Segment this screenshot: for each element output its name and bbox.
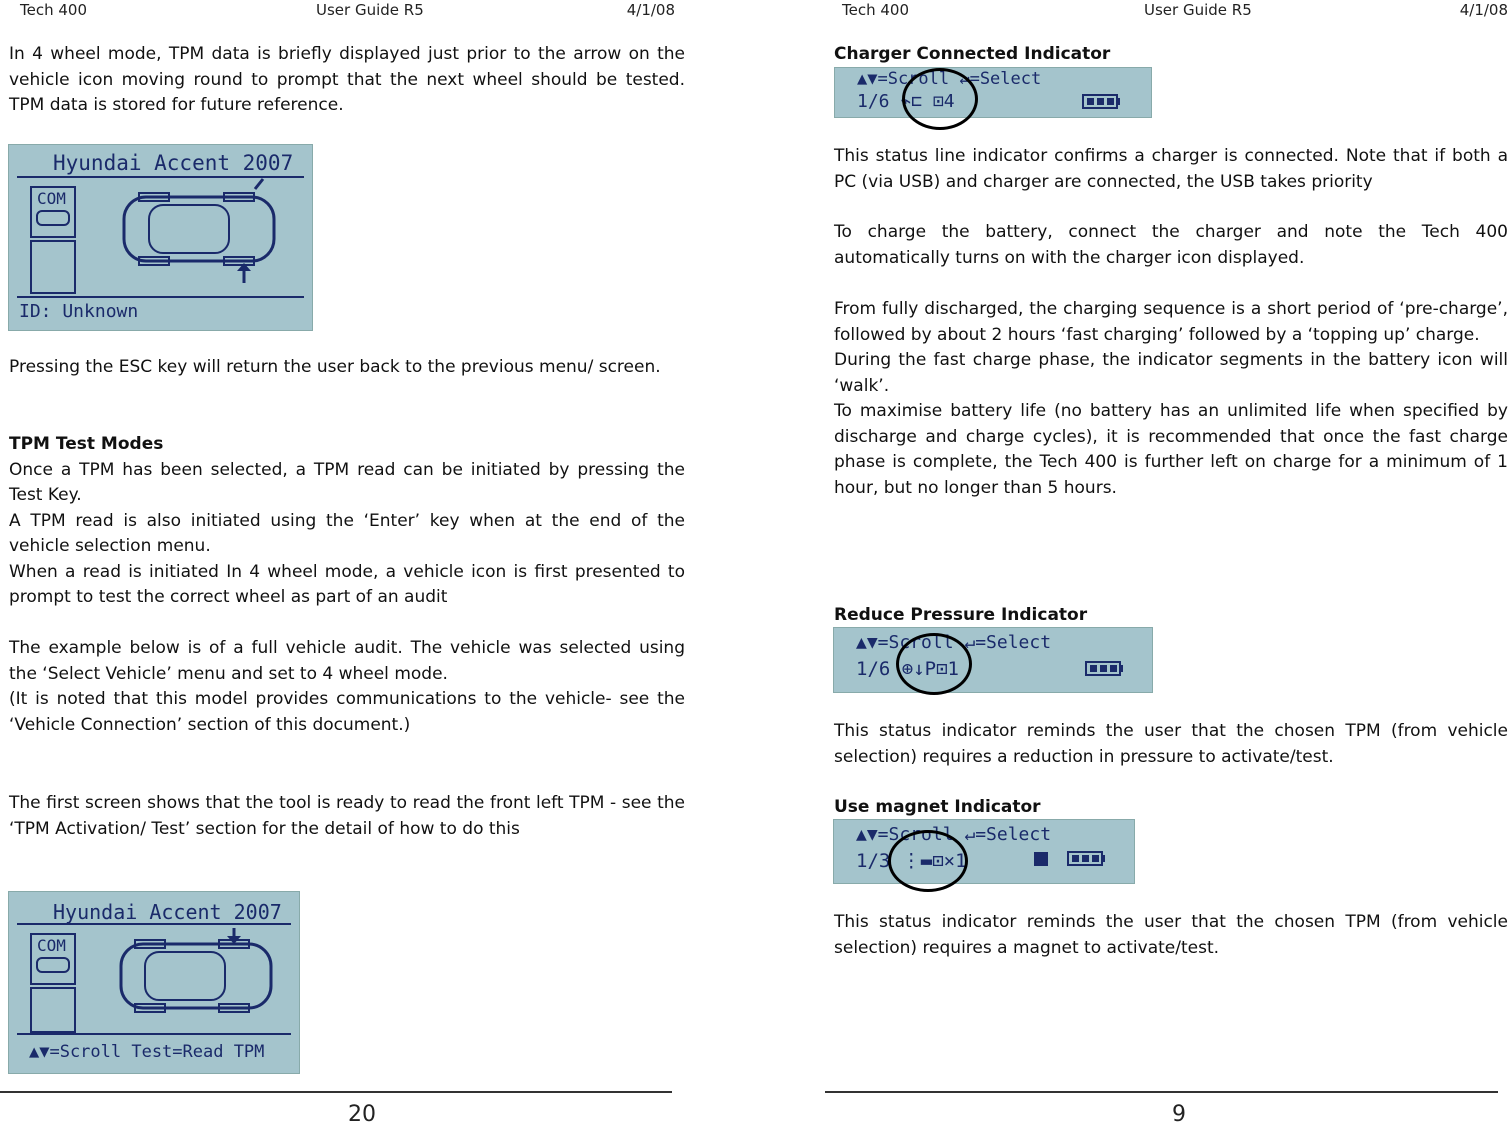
header-product: Tech 400 — [20, 1, 87, 19]
screen-footer: ▲▼=Scroll Test=Read TPM — [29, 1042, 265, 1062]
highlight-circle — [902, 68, 978, 130]
lcd-row-1: ▲▼=Scroll ↵=Select — [857, 69, 1042, 89]
tpm-test-heading: TPM Test Modes — [9, 434, 164, 454]
charger-description — [834, 144, 1508, 195]
reduce-heading-block — [834, 603, 1508, 629]
left-page — [0, 0, 700, 1127]
charging-sequence-section — [834, 297, 1508, 501]
lcd-status-magnet — [833, 819, 1135, 884]
lcd-row-2: 1/3 ⋮▬⊡×1 — [856, 850, 967, 872]
tpm-test-section — [9, 432, 685, 611]
charge-battery-text: To charge the battery, connect the charger and note the Tech 400 automatically turns on with the charger icon displayed. — [834, 222, 1508, 268]
highlight-circle — [888, 830, 968, 892]
footer-divider — [825, 1091, 1498, 1093]
magnet-heading: Use magnet Indicator — [834, 797, 1041, 817]
reduce-description — [834, 719, 1508, 770]
page-number: 20 — [348, 1102, 376, 1127]
com-label: COM — [37, 189, 66, 208]
intro-paragraph — [9, 42, 685, 119]
lcd-row-1: ▲▼=Scroll ↵=Select — [856, 824, 1052, 845]
note-text: (It is noted that this model provides communications to the vehicle- see the ‘Vehicle Connection’ section of this document.) — [9, 689, 685, 735]
charger-heading: Charger Connected Indicator — [834, 44, 1111, 64]
lcd-screen-vehicle-audit-1 — [8, 144, 313, 331]
discharged-text: From fully discharged, the charging sequence is a short period of ‘pre-charge’, followed by about 2 hours ‘fast charging’ followed by a ‘topping up’ charge. — [834, 299, 1508, 345]
charge-battery-paragraph — [834, 220, 1508, 271]
example-text: The example below is of a full vehicle audit. The vehicle was selected using the ‘Select Vehicle’ menu and set to 4 wheel mode. — [9, 638, 685, 684]
first-screen-text: The first screen shows that the tool is ready to read the front left TPM - see the ‘TPM Activation/ Test’ section for the detail of how to do this — [9, 793, 685, 839]
magnet-and-battery-icons — [834, 820, 1134, 883]
highlight-circle — [896, 633, 972, 695]
magnet-text: This status indicator reminds the user that the chosen TPM (from vehicle selection) requires a magnet to activate/test. — [834, 912, 1508, 958]
right-page — [820, 0, 1510, 1127]
battery-icon — [835, 68, 1151, 117]
header-product: Tech 400 — [842, 1, 909, 19]
screen-title: Hyundai Accent 2007 — [53, 151, 294, 175]
tpm-test-text-3: When a read is initiated In 4 wheel mode, a vehicle icon is first presented to prompt to test the correct wheel as part of an audit — [9, 561, 685, 607]
battery-icon — [834, 628, 1152, 692]
header-guide: User Guide R5 — [1144, 1, 1252, 19]
lcd-screen-vehicle-audit-2 — [8, 891, 300, 1074]
screen-footer: ID: Unknown — [19, 301, 139, 322]
example-section — [9, 636, 685, 738]
header-guide: User Guide R5 — [316, 1, 424, 19]
maximise-text: To maximise battery life (no battery has an unlimited life when specified by discharge and charge cycles), it is recommended that once the fast charge phase is complete, the Tech 400 is further left on charge for a minimum of 1 hour, but no longer than 5 hours. — [834, 401, 1508, 498]
header-date: 4/1/08 — [626, 1, 675, 19]
tpm-test-text-1: Once a TPM has been selected, a TPM read can be initiated by pressing the Test Key. — [9, 459, 685, 505]
fast-charge-text: During the fast charge phase, the indicator segments in the battery icon will ‘walk’. — [834, 350, 1508, 396]
reduce-heading: Reduce Pressure Indicator — [834, 605, 1088, 625]
first-screen-paragraph — [9, 791, 685, 842]
charger-heading-block — [834, 42, 1508, 68]
charger-text: This status line indicator confirms a charger is connected. Note that if both a PC (via USB) and charger are connected, the USB takes priority — [834, 146, 1508, 192]
lcd-status-reduce-pressure — [833, 627, 1153, 693]
com-label: COM — [37, 936, 66, 955]
lcd-row-2: 1/6 ⊕↓P⊡1 — [856, 658, 959, 680]
reduce-text: This status indicator reminds the user that the chosen TPM (from vehicle selection) requires a reduction in pressure to activate/test. — [834, 721, 1508, 767]
lcd-row-2: 1/6 ⌁⊏ ⊡4 — [857, 91, 955, 112]
lcd-status-charger — [834, 67, 1152, 118]
lcd-row-1: ▲▼=Scroll ↵=Select — [856, 632, 1052, 653]
intro-text: In 4 wheel mode, TPM data is briefly displayed just prior to the arrow on the vehicle icon moving round to prompt that the next wheel should be tested. TPM data is stored for future reference. — [9, 44, 685, 115]
tpm-test-text-2: A TPM read is also initiated using the ‘Enter’ key when at the end of the vehicle selection menu. — [9, 510, 685, 556]
esc-paragraph — [9, 355, 685, 381]
magnet-description — [834, 910, 1508, 961]
magnet-heading-block — [834, 795, 1508, 821]
esc-text: Pressing the ESC key will return the user back to the previous menu/ screen. — [9, 357, 661, 377]
screen-title: Hyundai Accent 2007 — [53, 900, 282, 924]
header-date: 4/1/08 — [1459, 1, 1508, 19]
page-number: 9 — [1172, 1102, 1186, 1127]
footer-divider — [0, 1091, 672, 1093]
